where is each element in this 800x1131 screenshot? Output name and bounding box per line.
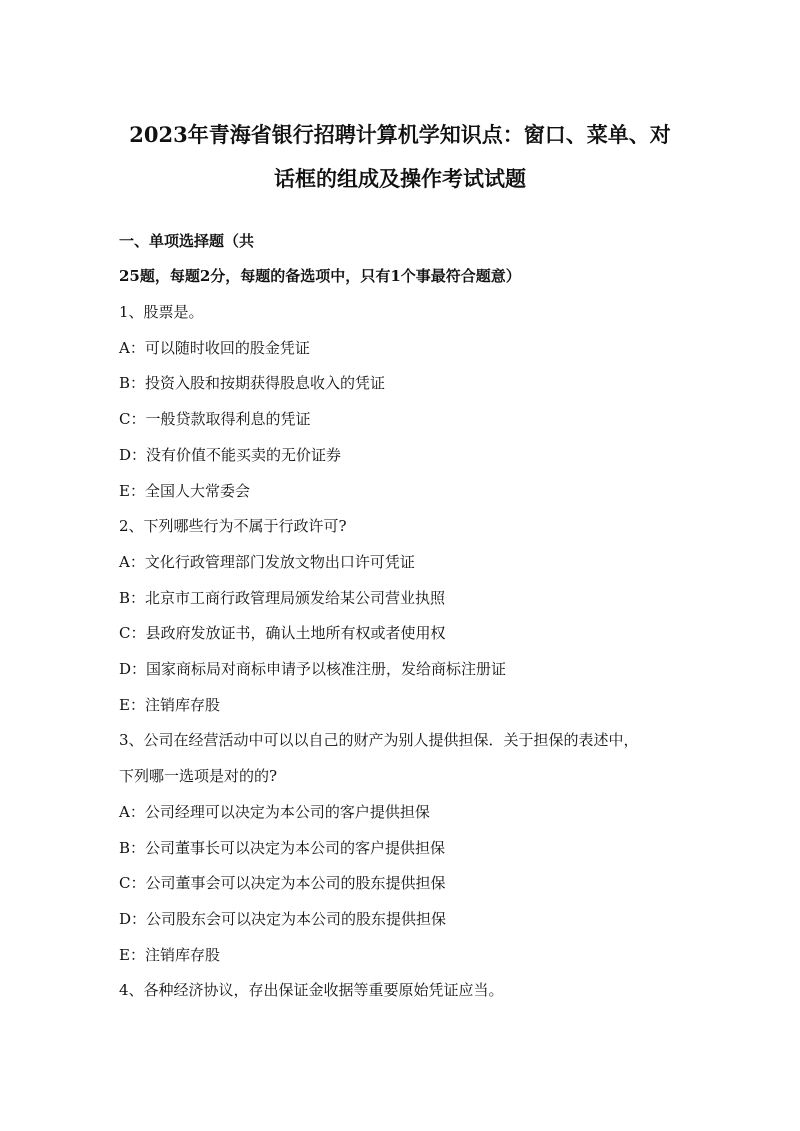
document-title [110, 113, 690, 201]
question-2-option-a: A：文化行政管理部门发放文物出口许可凭证 [119, 553, 415, 571]
question-2-option-d: D：国家商标局对商标申请予以核准注册，发给商标注册证 [119, 660, 507, 678]
question-2-stem: 2、下列哪些行为不属于行政许可? [119, 517, 347, 535]
question-1-option-d: D：没有价值不能买卖的无价证券 [119, 446, 342, 464]
question-1-stem: 1、股票是。 [119, 303, 204, 321]
question-1-option-e: E：全国人大常委会 [119, 482, 250, 500]
question-2-option-b: B：北京市工商行政管理局颁发给某公司营业执照 [119, 589, 446, 607]
question-3-stem-line-2: 下列哪一选项是对的的? [119, 767, 278, 785]
question-1-option-b: B：投资入股和按期获得股息收入的凭证 [119, 374, 386, 392]
question-1-option-c: C：一般贷款取得利息的凭证 [119, 410, 311, 428]
section-instruction: 25题，每题2分，每题的备选项中，只有1个事最符合题意） [119, 267, 521, 285]
question-2-option-e: E：注销库存股 [119, 696, 220, 714]
question-2-option-c: C：县政府发放证书，确认土地所有权或者使用权 [119, 624, 446, 642]
question-3-stem-line-1: 3、公司在经营活动中可以以自己的财产为别人提供担保．关于担保的表述中， [119, 731, 639, 749]
question-1-option-a: A：可以随时收回的股金凭证 [119, 339, 310, 357]
question-3-option-a: A：公司经理可以决定为本公司的客户提供担保 [119, 803, 430, 821]
question-3-option-b: B：公司董事长可以决定为本公司的客户提供担保 [119, 839, 446, 857]
question-3-option-c: C：公司董事会可以决定为本公司的股东提供担保 [119, 874, 446, 892]
question-4-stem: 4、各种经济协议，存出保证金收据等重要原始凭证应当。 [119, 981, 504, 999]
document-title-line-1: 2023年青海省银行招聘计算机学知识点：窗口、菜单、对 [129, 122, 671, 147]
section-heading: 一、单项选择题（共 [119, 232, 255, 250]
question-3-option-d: D：公司股东会可以决定为本公司的股东提供担保 [119, 910, 447, 928]
question-3-option-e: E：注销库存股 [119, 946, 220, 964]
document-title-line-2: 话框的组成及操作考试试题 [274, 166, 526, 191]
